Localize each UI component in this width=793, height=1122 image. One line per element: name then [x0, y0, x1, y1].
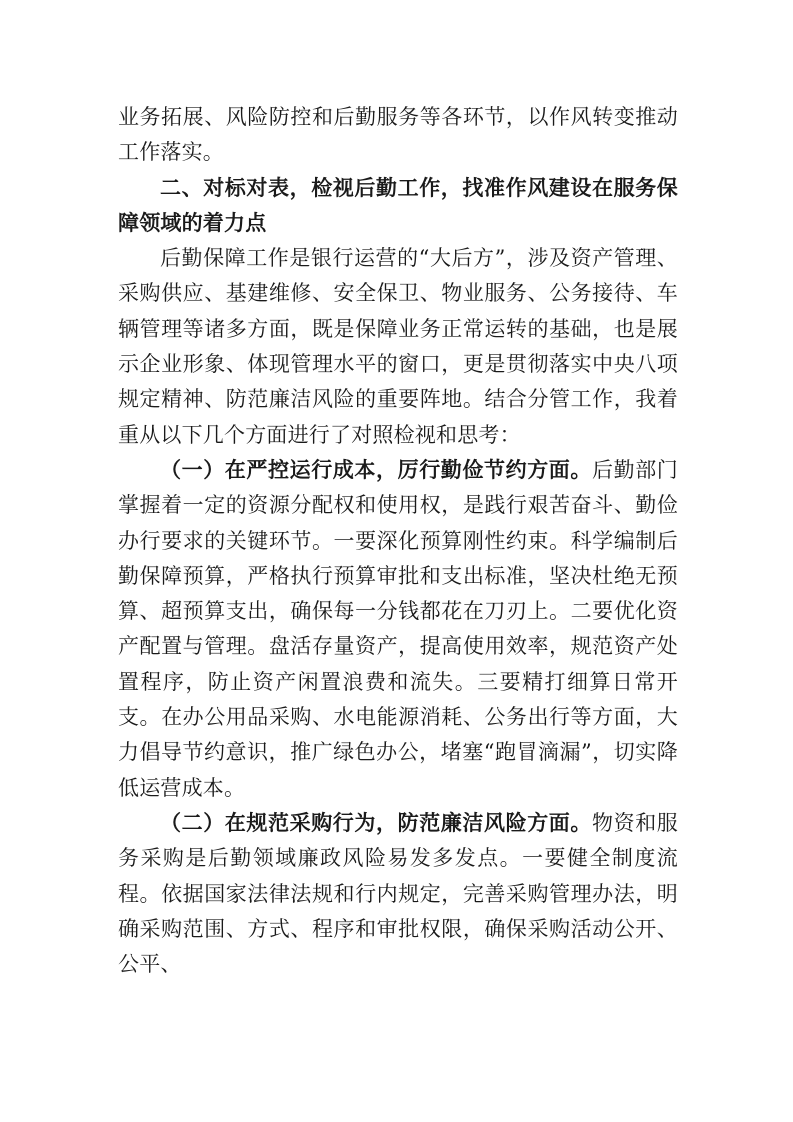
item-2-paragraph	[118, 806, 678, 982]
item-1-body: 后勤部门掌握着一定的资源分配权和使用权，是践行艰苦奋斗、勤俭办行要求的关键环节。一要深化预算刚性约束。科学编制后勤保障预算，严格执行预算审批和支出标准，坚决杜绝无预算、超预算支出，确保每一分钱都花在刀刃上。二要优化资产配置与管理。盘活存量资产，提高使用效率，规范资产处置程序，防止资产闲置浪费和流失。三要精打细算日常开支。在办公用品采购、水电能源消耗、公务出行等方面，大力倡导节约意识，推广绿色办公，堵塞“跑冒滴漏”，切实降低运营成本。	[118, 457, 678, 800]
intro-paragraph-tail: 业务拓展、风险防控和后勤服务等各环节，以作风转变推动工作落实。	[118, 105, 678, 165]
item-1-lead: （一）在严控运行成本，厉行勤俭节约方面。	[160, 457, 592, 482]
overview-paragraph: 后勤保障工作是银行运营的“大后方”，涉及资产管理、采购供应、基建维修、安全保卫、物业服务、公务接待、车辆管理等诸多方面，既是保障业务正常运转的基础，也是展示企业形象、体现管理水平的窗口，更是贯彻落实中央八项规定精神、防范廉洁风险的重要阵地。结合分管工作，我着重从以下几个方面进行了对照检视和思考：	[118, 246, 678, 447]
item-2-body: 物资和服务采购是后勤领域廉政风险易发多发点。一要健全制度流程。依据国家法律法规和行内规定，完善采购管理办法，明确采购范围、方式、程序和审批权限，确保采购活动公开、公平、	[118, 810, 678, 977]
item-2-lead: （二）在规范采购行为，防范廉洁风险方面。	[160, 810, 592, 835]
item-1-paragraph	[118, 453, 678, 806]
section-heading: 二、对标对表，检视后勤工作，找准作风建设在服务保障领域的着力点	[118, 175, 678, 235]
document-page	[118, 100, 678, 982]
